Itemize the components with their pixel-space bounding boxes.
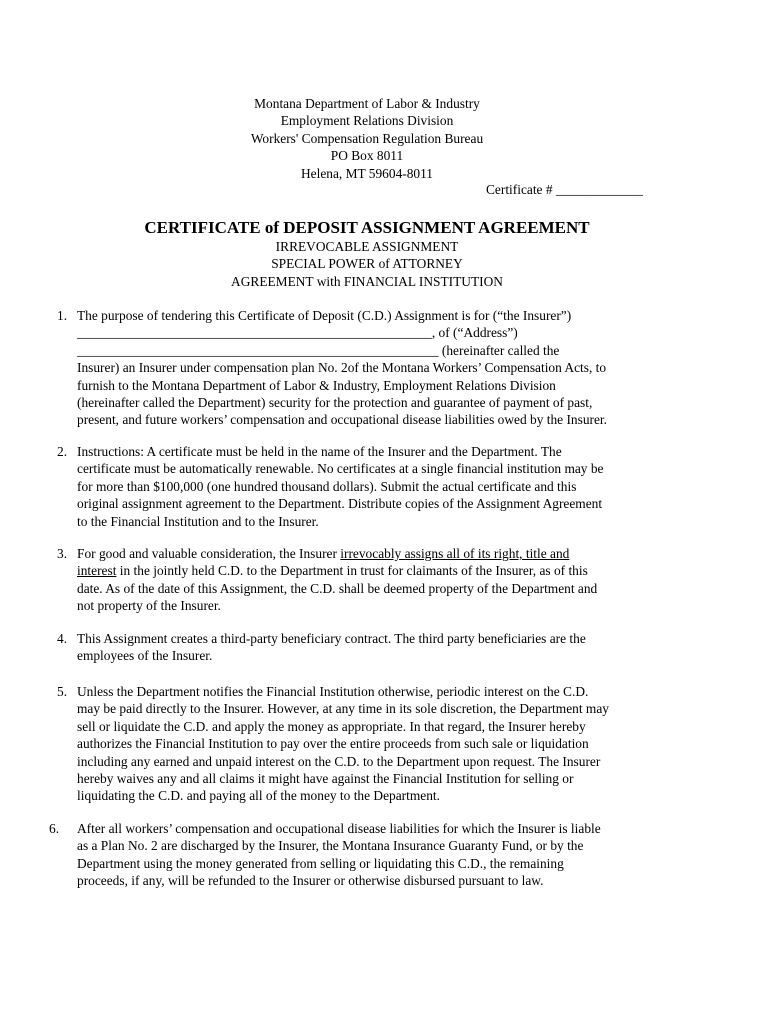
paragraph-number: 6. <box>49 821 60 836</box>
paragraph-body <box>77 630 667 665</box>
paragraph-number: 5. <box>57 684 68 699</box>
underlined-assignment-text: interest <box>77 563 117 579</box>
subtitle-special-power-of-attorney: SPECIAL POWER of ATTORNEY <box>271 256 463 272</box>
paragraph-body <box>77 820 667 890</box>
paragraph-number: 2. <box>57 444 68 459</box>
paragraph-line: employees of the Insurer. <box>77 648 213 664</box>
insurer-name-field[interactable]: _____________________________________________________, of (“Address”) <box>77 325 518 341</box>
paragraph-line: authorizes the Financial Institution to pay over the entire proceeds from such sale or liquidation <box>77 736 589 752</box>
paragraph-line: to the Financial Institution and to the Insurer. <box>77 513 319 529</box>
paragraph-line: present, and future workers’ compensation and occupational disease liabilities owed by the Insurer. <box>77 412 608 428</box>
paragraph-number: 1. <box>57 308 68 323</box>
paragraph-line: The purpose of tendering this Certificate of Deposit (C.D.) Assignment is for (“the Insurer”) <box>77 308 572 323</box>
header-line-department: Montana Department of Labor & Industry <box>254 96 480 111</box>
document-title: CERTIFICATE of DEPOSIT ASSIGNMENT AGREEMENT <box>144 218 590 237</box>
paragraph-number: 3. <box>57 546 68 561</box>
agency-header <box>0 95 734 182</box>
insurer-address-field[interactable]: ______________________________________________________ (hereinafter called the <box>77 342 560 358</box>
paragraph-body <box>77 307 667 429</box>
paragraph-line: hereby waives any and all claims it might have against the Financial Institution for selling or <box>77 770 574 786</box>
paragraph-line: including any earned and unpaid interest on the C.D. to the Department upon request. The Insurer <box>77 753 601 769</box>
paragraph-line: date. As of the date of this Assignment, the C.D. shall be deemed property of the Department and <box>77 580 598 596</box>
header-line-bureau: Workers' Compensation Regulation Bureau <box>250 130 484 146</box>
paragraph-line: furnish to the Montana Department of Labor & Industry, Employment Relations Division <box>77 377 556 393</box>
paragraph-line: liquidating the C.D. and paying all of the money to the Department. <box>77 788 440 804</box>
paragraph-line: Department using the money generated from selling or liquidating this C.D., the remaining <box>77 855 564 871</box>
paragraph-line <box>77 545 667 562</box>
underlined-assignment-text: irrevocably assigns all of its right, title and <box>340 546 570 561</box>
paragraph-line: (hereinafter called the Department) security for the protection and guarantee of payment of past, <box>77 394 593 410</box>
certificate-number-field[interactable]: Certificate # _____________ <box>486 182 643 197</box>
paragraph-line: not property of the Insurer. <box>77 598 221 614</box>
paragraph-number: 4. <box>57 631 68 646</box>
paragraph-line: sell or liquidate the C.D. and apply the money as appropriate. In that regard, the Insurer hereby <box>77 718 586 734</box>
subtitle-agreement-financial-institution: AGREEMENT with FINANCIAL INSTITUTION <box>231 273 503 289</box>
paragraph-line: Instructions: A certificate must be held in the name of the Insurer and the Department. The <box>77 444 562 459</box>
paragraph-line: Insurer) an Insurer under compensation plan No. 2of the Montana Workers’ Compensation Acts, to <box>77 360 607 376</box>
paragraph-line: for more than $100,000 (one hundred thousand dollars). Submit the actual certificate and this <box>77 478 577 494</box>
paragraph-line: may be paid directly to the Insurer. However, at any time in its sole discretion, the Department may <box>77 701 609 717</box>
paragraph-line: This Assignment creates a third-party beneficiary contract. The third party beneficiaries are the <box>77 631 586 646</box>
subtitle-irrevocable-assignment: IRREVOCABLE ASSIGNMENT <box>275 239 459 254</box>
paragraph-text: in the jointly held C.D. to the Department in trust for claimants of the Insurer, as of this <box>116 563 588 579</box>
paragraph-line: Unless the Department notifies the Financial Institution otherwise, periodic interest on the C.D. <box>77 684 589 699</box>
paragraph-body <box>77 545 667 615</box>
paragraph-body <box>77 443 667 530</box>
paragraph-line <box>77 562 667 579</box>
paragraph-line: certificate must be automatically renewable. No certificates at a single financial institution may be <box>77 461 604 477</box>
paragraph-line: original assignment agreement to the Department. Distribute copies of the Assignment Agreement <box>77 496 603 512</box>
paragraph-line: After all workers’ compensation and occupational disease liabilities for which the Insurer is liable <box>77 821 601 836</box>
paragraph-line: proceeds, if any, will be refunded to the Insurer or otherwise disbursed pursuant to law. <box>77 873 544 889</box>
header-line-po-box: PO Box 8011 <box>330 148 404 164</box>
paragraph-line: as a Plan No. 2 are discharged by the Insurer, the Montana Insurance Guaranty Fund, or by the <box>77 838 584 854</box>
paragraph-text: For good and valuable consideration, the Insurer <box>77 546 341 561</box>
paragraph-body <box>77 683 667 805</box>
header-line-division: Employment Relations Division <box>280 113 454 129</box>
document-subtitles <box>0 238 734 290</box>
header-line-city: Helena, MT 59604-8011 <box>300 165 434 181</box>
